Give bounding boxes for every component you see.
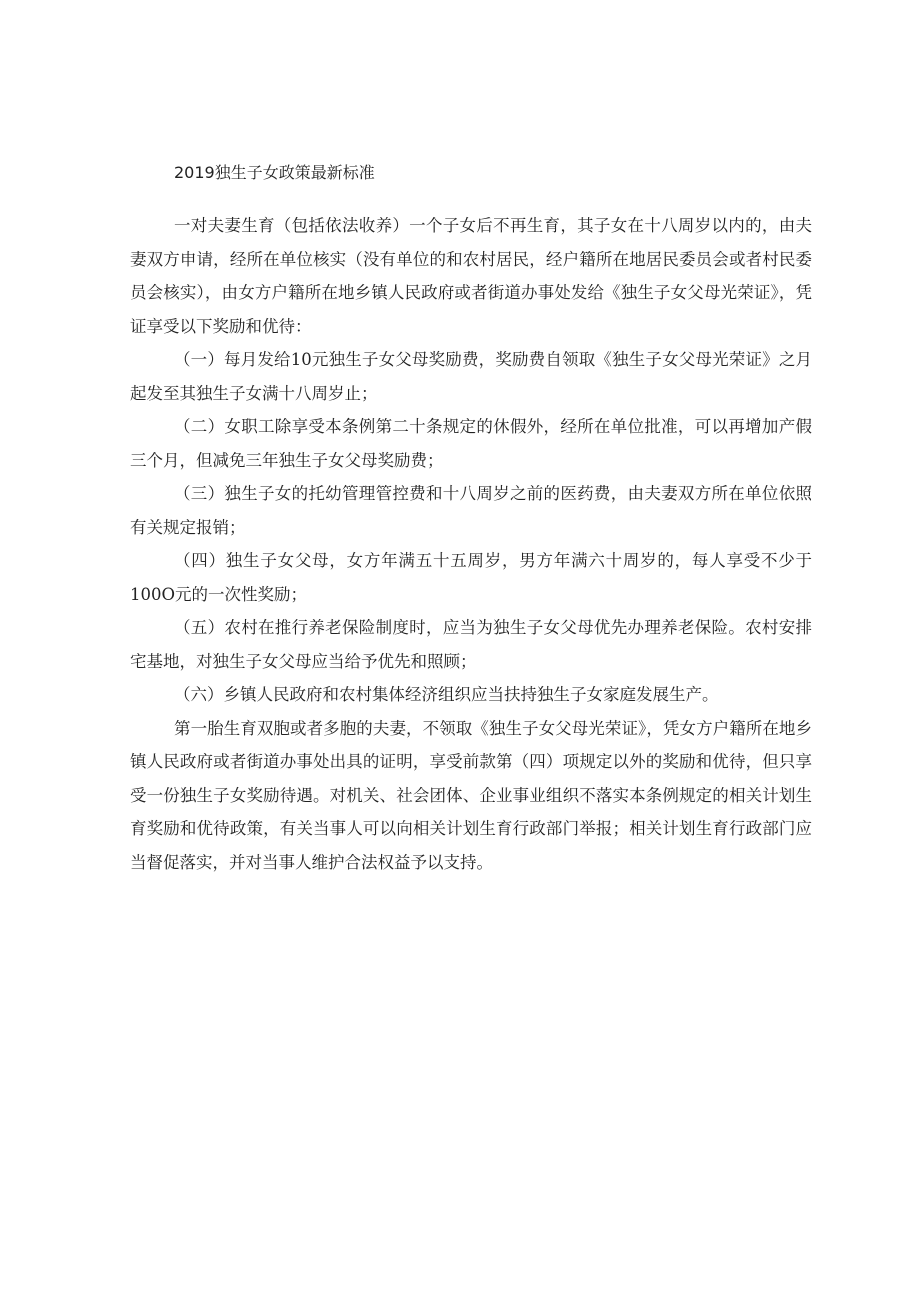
paragraph-intro: 一对夫妻生育（包括依法收养）一个子女后不再生育，其子女在十八周岁以内的，由夫妻双方申请，经所在单位核实（没有单位的和农村居民，经户籍所在地居民委员会或者村民委员会核实），由女方户籍所在地乡镇人民政府或者街道办事处发给《独生子女父母光荣证》，凭证享受以下奖励和优待：: [130, 216, 812, 336]
paragraph-item-5: （五）农村在推行养老保险制度时，应当为独生子女父母优先办理养老保险。农村安排宅基地，对独生子女父母应当给予优先和照顾；: [130, 618, 812, 671]
document-title: 2019独生子女政策最新标准: [174, 163, 375, 182]
paragraph-twins: 第一胎生育双胞或者多胞的夫妻，不领取《独生子女父母光荣证》，凭女方户籍所在地乡镇人民政府或者街道办事处出具的证明，享受前款第（四）项规定以外的奖励和优待，但只享受一份独生子女奖励待遇。对机关、社会团体、企业事业组织不落实本条例规定的相关计划生育奖励和优待政策，有关当事人可以向相关计划生育行政部门举报；相关计划生育行政部门应当督促落实，并对当事人维护合法权益予以支持。: [130, 718, 812, 872]
paragraph-item-4: （四）独生子女父母，女方年满五十五周岁，男方年满六十周岁的，每人享受不少于100O元的一次性奖励；: [130, 551, 812, 604]
paragraph-item-6: （六）乡镇人民政府和农村集体经济组织应当扶持独生子女家庭发展生产。: [174, 685, 719, 704]
paragraph-item-3: （三）独生子女的托幼管理管控费和十八周岁之前的医药费，由夫妻双方所在单位依照有关规定报销；: [130, 484, 812, 537]
document-body: [130, 156, 812, 879]
paragraph-item-2: （二）女职工除享受本条例第二十条规定的休假外，经所在单位批准，可以再增加产假三个月，但减免三年独生子女父母奖励费；: [130, 417, 812, 470]
paragraph-item-1: （一）每月发给10元独生子女父母奖励费，奖励费自领取《独生子女父母光荣证》之月起发至其独生子女满十八周岁止；: [130, 350, 812, 403]
